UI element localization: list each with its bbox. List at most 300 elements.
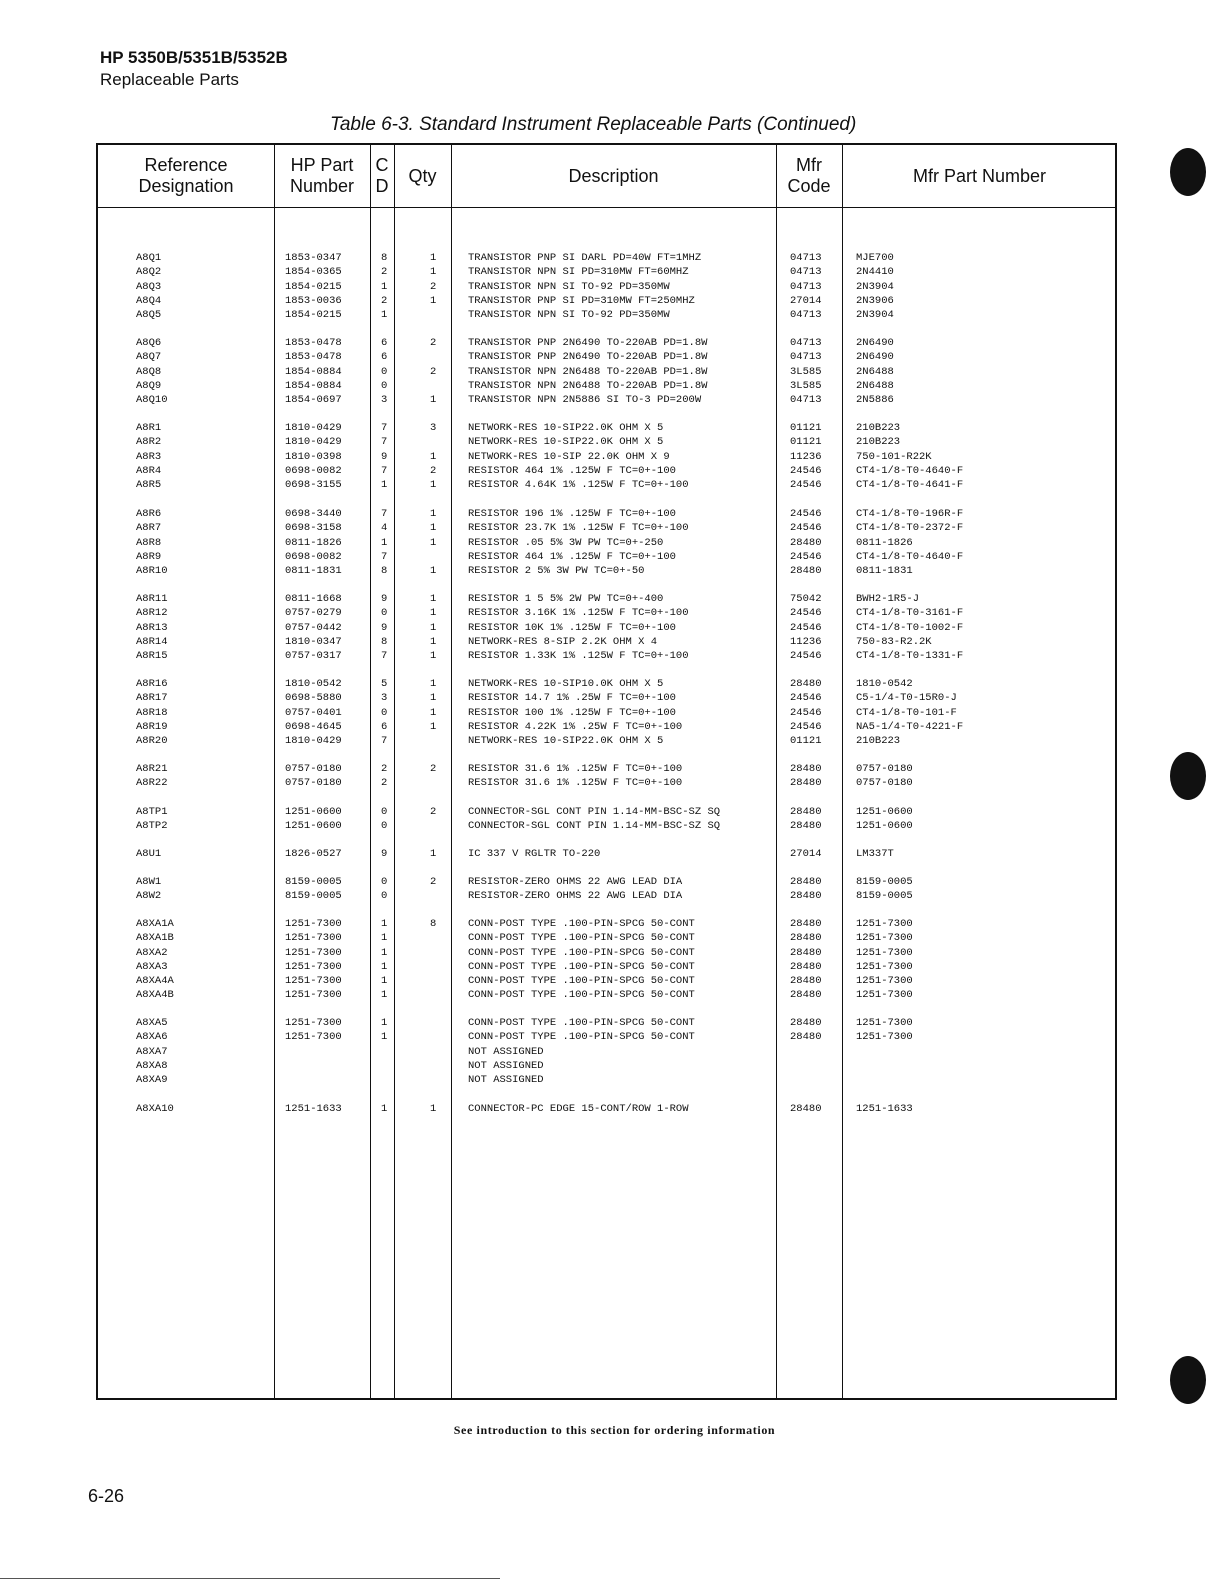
mfr-code: 04713: [790, 252, 822, 264]
hp-part-number: 1854-0884: [285, 365, 342, 378]
cd-digit: 1: [381, 479, 388, 492]
table-row: [98, 421, 1115, 435]
table-row: [98, 1073, 1115, 1087]
hp-part-number: 1854-0884: [285, 379, 342, 392]
table-row: [98, 336, 1115, 350]
mfr-code: 28480: [790, 932, 822, 945]
qty: 1: [430, 650, 437, 663]
description: NOT ASSIGNED: [468, 1045, 544, 1058]
hp-part-number: 0757-0401: [285, 706, 342, 719]
cd-digit: 1: [381, 309, 388, 322]
ref-designation: A8TP1: [136, 806, 168, 818]
description: RESISTOR 3.16K 1% .125W F TC=0+-100: [468, 607, 689, 620]
mfr-code: 27014: [790, 848, 822, 860]
table-row: [98, 960, 1115, 974]
table-caption: Table 6-3. Standard Instrument Replaceable Parts (Continued): [330, 114, 857, 135]
mfr-code: 04713: [790, 309, 822, 322]
ref-designation: A8U1: [136, 848, 162, 860]
hp-part-number: 1810-0347: [285, 635, 342, 648]
mfr-code: 11236: [790, 450, 822, 463]
mfr-part-number: 750-101-R22K: [856, 450, 932, 463]
table-row: [98, 762, 1115, 776]
hp-part-number: 0757-0317: [285, 650, 342, 663]
mfr-code: 04713: [790, 337, 822, 349]
cd-digit: 7: [381, 650, 388, 663]
hp-part-number: 0757-0180: [285, 763, 342, 775]
description: TRANSISTOR PNP 2N6490 TO-220AB PD=1.8W: [468, 351, 708, 364]
table-row: [98, 294, 1115, 308]
ref-designation: A8R6: [136, 508, 162, 520]
hp-part-number: 1854-0365: [285, 266, 342, 279]
ref-designation: A8R4: [136, 464, 162, 477]
description: CONN-POST TYPE .100-PIN-SPCG 50-CONT: [468, 1017, 695, 1029]
description: TRANSISTOR PNP SI DARL PD=40W FT=1MHZ: [468, 252, 702, 264]
row-group: [98, 917, 1115, 1003]
description: RESISTOR 4.22K 1% .25W F TC=0+-100: [468, 720, 683, 733]
qty: 3: [430, 422, 437, 434]
row-group: [98, 875, 1115, 904]
qty: 1: [430, 678, 437, 690]
mfr-code: 28480: [790, 1103, 822, 1115]
mfr-code: 27014: [790, 294, 822, 307]
mfr-code: 11236: [790, 635, 822, 648]
qty: 1: [430, 607, 437, 620]
table-row: [98, 464, 1115, 478]
mfr-part-number: 2N3904: [856, 309, 894, 322]
table-row: [98, 946, 1115, 960]
cd-digit: 0: [381, 890, 388, 903]
mfr-part-number: 1251-7300: [856, 932, 913, 945]
table-row: [98, 564, 1115, 578]
qty: 2: [430, 464, 437, 477]
qty: 1: [430, 848, 437, 860]
hp-part-number: 0757-0279: [285, 607, 342, 620]
ref-designation: A8TP2: [136, 820, 168, 833]
mfr-code: 28480: [790, 960, 822, 973]
hp-part-number: 8159-0005: [285, 876, 342, 888]
qty: 2: [430, 280, 437, 293]
hp-part-number: 1853-0036: [285, 294, 342, 307]
description: RESISTOR 196 1% .125W F TC=0+-100: [468, 508, 676, 520]
ref-designation: A8W2: [136, 890, 162, 903]
hp-part-number: 1853-0347: [285, 252, 342, 264]
table-row: [98, 974, 1115, 988]
ref-designation: A8Q6: [136, 337, 162, 349]
ref-designation: A8R5: [136, 479, 162, 492]
header-mfr-code: Mfr Code: [787, 155, 831, 196]
description: CONN-POST TYPE .100-PIN-SPCG 50-CONT: [468, 1031, 695, 1044]
mfr-part-number: 1251-7300: [856, 989, 913, 1002]
table-row: [98, 691, 1115, 705]
ref-designation: A8XA4B: [136, 989, 174, 1002]
parts-table: [96, 143, 1117, 1400]
cd-digit: 7: [381, 550, 388, 563]
description: NETWORK-RES 10-SIP22.0K OHM X 5: [468, 436, 664, 449]
hp-part-number: 0757-0442: [285, 621, 342, 634]
qty: 1: [430, 706, 437, 719]
ref-designation: A8XA2: [136, 946, 168, 959]
mfr-part-number: 2N3904: [856, 280, 894, 293]
hp-part-number: 1251-1633: [285, 1103, 342, 1115]
mfr-part-number: CT4-1/8-T0-101-F: [856, 706, 957, 719]
cd-digit: 6: [381, 720, 388, 733]
header-hp-part-number: HP Part Number: [289, 155, 355, 196]
ref-designation: A8R15: [136, 650, 168, 663]
hp-part-number: 1251-7300: [285, 975, 342, 988]
cd-digit: 1: [381, 960, 388, 973]
ref-designation: A8XA8: [136, 1059, 168, 1072]
description: RESISTOR 23.7K 1% .125W F TC=0+-100: [468, 522, 689, 535]
qty: 1: [430, 565, 437, 578]
cd-digit: 1: [381, 918, 388, 930]
description: TRANSISTOR NPN 2N6488 TO-220AB PD=1.8W: [468, 365, 708, 378]
qty: 1: [430, 508, 437, 520]
mfr-part-number: 1251-1633: [856, 1103, 913, 1115]
table-row: [98, 606, 1115, 620]
description: RESISTOR-ZERO OHMS 22 AWG LEAD DIA: [468, 876, 683, 888]
cd-digit: 8: [381, 635, 388, 648]
hp-part-number: 1251-7300: [285, 1031, 342, 1044]
description: CONNECTOR-SGL CONT PIN 1.14-MM-BSC-SZ SQ: [468, 806, 721, 818]
ref-designation: A8Q9: [136, 379, 162, 392]
mfr-part-number: BWH2-1R5-J: [856, 593, 920, 605]
ordering-note: See introduction to this section for ordering information: [453, 1423, 776, 1437]
ref-designation: A8W1: [136, 876, 162, 888]
qty: 8: [430, 918, 437, 930]
header-description: Description: [568, 165, 659, 186]
hp-part-number: 0698-3155: [285, 479, 342, 492]
description: CONN-POST TYPE .100-PIN-SPCG 50-CONT: [468, 918, 695, 930]
mfr-part-number: 2N5886: [856, 394, 894, 407]
cd-digit: 1: [381, 975, 388, 988]
cd-digit: 0: [381, 365, 388, 378]
mfr-code: 24546: [790, 464, 822, 477]
description: RESISTOR 464 1% .125W F TC=0+-100: [468, 550, 676, 563]
row-group: [98, 762, 1115, 791]
mfr-code: 04713: [790, 280, 822, 293]
mfr-part-number: 2N6490: [856, 337, 894, 349]
mfr-code: 01121: [790, 436, 822, 449]
description: CONNECTOR-PC EDGE 15-CONT/ROW 1-ROW: [468, 1103, 689, 1115]
table-row: [98, 1102, 1115, 1116]
row-group: [98, 677, 1115, 748]
table-row: [98, 536, 1115, 550]
ref-designation: A8XA7: [136, 1045, 168, 1058]
description: CONN-POST TYPE .100-PIN-SPCG 50-CONT: [468, 932, 695, 945]
cd-digit: 4: [381, 522, 388, 535]
table-row: [98, 393, 1115, 407]
mfr-part-number: 1251-7300: [856, 1017, 913, 1029]
mfr-part-number: 2N3906: [856, 294, 894, 307]
ref-designation: A8R16: [136, 678, 168, 690]
mfr-part-number: 0757-0180: [856, 777, 913, 790]
description: RESISTOR 464 1% .125W F TC=0+-100: [468, 464, 676, 477]
mfr-code: 24546: [790, 692, 822, 705]
description: NETWORK-RES 10-SIP22.0K OHM X 5: [468, 735, 664, 748]
qty: 1: [430, 720, 437, 733]
hp-part-number: 0698-3158: [285, 522, 342, 535]
mfr-part-number: CT4-1/8-T0-3161-F: [856, 607, 964, 620]
cd-digit: 7: [381, 422, 388, 434]
hp-part-number: 1251-0600: [285, 806, 342, 818]
hp-part-number: 1251-7300: [285, 918, 342, 930]
ref-designation: A8R8: [136, 536, 162, 549]
mfr-part-number: 2N6490: [856, 351, 894, 364]
table-row: [98, 1059, 1115, 1073]
ref-designation: A8XA1A: [136, 918, 174, 930]
mfr-part-number: 1251-7300: [856, 960, 913, 973]
mfr-code: 28480: [790, 777, 822, 790]
table-row: [98, 1016, 1115, 1030]
mfr-code: 28480: [790, 820, 822, 833]
cd-digit: 7: [381, 735, 388, 748]
mfr-code: 28480: [790, 876, 822, 888]
qty: 2: [430, 365, 437, 378]
qty: 1: [430, 635, 437, 648]
description: RESISTOR 31.6 1% .125W F TC=0+-100: [468, 777, 683, 790]
mfr-code: 24546: [790, 650, 822, 663]
table-row: [98, 875, 1115, 889]
ref-designation: A8XA4A: [136, 975, 174, 988]
ref-designation: A8R17: [136, 692, 168, 705]
cd-digit: 1: [381, 280, 388, 293]
qty: 1: [430, 621, 437, 634]
table-row: [98, 478, 1115, 492]
table-row: [98, 805, 1115, 819]
mfr-part-number: CT4-1/8-T0-1002-F: [856, 621, 964, 634]
description: TRANSISTOR NPN SI TO-92 PD=350MW: [468, 309, 670, 322]
mfr-part-number: 1251-7300: [856, 1031, 913, 1044]
description: TRANSISTOR PNP SI PD=310MW FT=250MHZ: [468, 294, 695, 307]
hp-part-number: 0698-0082: [285, 464, 342, 477]
description: IC 337 V RGLTR TO-220: [468, 848, 601, 860]
header-divider: [98, 207, 1115, 208]
hp-part-number: 1810-0398: [285, 450, 342, 463]
hp-part-number: 0757-0180: [285, 777, 342, 790]
hp-part-number: 8159-0005: [285, 890, 342, 903]
hp-part-number: 1853-0478: [285, 351, 342, 364]
description: NETWORK-RES 10-SIP 22.0K OHM X 9: [468, 450, 670, 463]
ref-designation: A8R2: [136, 436, 162, 449]
table-row: [98, 1045, 1115, 1059]
table-row: [98, 379, 1115, 393]
table-row: [98, 365, 1115, 379]
table-row: [98, 450, 1115, 464]
table-row: [98, 734, 1115, 748]
mfr-code: 28480: [790, 565, 822, 578]
mfr-part-number: 750-83-R2.2K: [856, 635, 932, 648]
mfr-code: 24546: [790, 479, 822, 492]
mfr-code: 04713: [790, 351, 822, 364]
binder-hole-middle: [1170, 752, 1206, 800]
mfr-part-number: 8159-0005: [856, 876, 913, 888]
mfr-part-number: CT4-1/8-T0-4641-F: [856, 479, 964, 492]
table-row: [98, 720, 1115, 734]
mfr-code: 28480: [790, 763, 822, 775]
cd-digit: 1: [381, 946, 388, 959]
ref-designation: A8R1: [136, 422, 162, 434]
mfr-part-number: 2N4410: [856, 266, 894, 279]
cd-digit: 0: [381, 876, 388, 888]
description: TRANSISTOR NPN SI TO-92 PD=350MW: [468, 280, 670, 293]
ref-designation: A8R7: [136, 522, 162, 535]
qty: 1: [430, 294, 437, 307]
mfr-part-number: 1251-0600: [856, 820, 913, 833]
row-group: [98, 251, 1115, 322]
mfr-part-number: 8159-0005: [856, 890, 913, 903]
cd-digit: 0: [381, 820, 388, 833]
mfr-code: 75042: [790, 593, 822, 605]
mfr-code: 24546: [790, 508, 822, 520]
binder-hole-bottom: [1170, 1356, 1206, 1404]
hp-part-number: 1826-0527: [285, 848, 342, 860]
cd-digit: 2: [381, 763, 388, 775]
ref-designation: A8Q7: [136, 351, 162, 364]
hp-part-number: 1251-7300: [285, 989, 342, 1002]
table-row: [98, 706, 1115, 720]
table-row: [98, 931, 1115, 945]
description: RESISTOR 31.6 1% .125W F TC=0+-100: [468, 763, 683, 775]
qty: 2: [430, 876, 437, 888]
table-row: [98, 635, 1115, 649]
table-row: [98, 621, 1115, 635]
qty: 2: [430, 337, 437, 349]
description: RESISTOR 10K 1% .125W F TC=0+-100: [468, 621, 676, 634]
mfr-part-number: CT4-1/8-T0-1331-F: [856, 650, 964, 663]
mfr-part-number: NA5-1/4-T0-4221-F: [856, 720, 964, 733]
cd-digit: 8: [381, 565, 388, 578]
cd-digit: 9: [381, 450, 388, 463]
mfr-part-number: 1251-0600: [856, 806, 913, 818]
cd-digit: 0: [381, 607, 388, 620]
qty: 1: [430, 522, 437, 535]
table-row: [98, 1030, 1115, 1044]
ref-designation: A8R21: [136, 763, 168, 775]
ref-designation: A8Q5: [136, 309, 162, 322]
cd-digit: 3: [381, 394, 388, 407]
ref-designation: A8Q10: [136, 394, 168, 407]
ref-designation: A8Q2: [136, 266, 162, 279]
description: RESISTOR 2 5% 3W PW TC=0+-50: [468, 565, 645, 578]
mfr-part-number: 0811-1831: [856, 565, 913, 578]
hp-part-number: 1810-0429: [285, 422, 342, 434]
mfr-code: 28480: [790, 975, 822, 988]
ref-designation: A8Q1: [136, 252, 162, 264]
hp-part-number: 1854-0215: [285, 309, 342, 322]
mfr-part-number: CT4-1/8-T0-4640-F: [856, 464, 964, 477]
cd-digit: 1: [381, 989, 388, 1002]
cd-digit: 1: [381, 536, 388, 549]
description: TRANSISTOR PNP 2N6490 TO-220AB PD=1.8W: [468, 337, 708, 349]
cd-digit: 2: [381, 777, 388, 790]
hp-part-number: 1251-7300: [285, 1017, 342, 1029]
ref-designation: A8R3: [136, 450, 162, 463]
description: RESISTOR 4.64K 1% .125W F TC=0+-100: [468, 479, 689, 492]
ref-designation: A8R13: [136, 621, 168, 634]
description: CONNECTOR-SGL CONT PIN 1.14-MM-BSC-SZ SQ: [468, 820, 721, 833]
ref-designation: A8Q8: [136, 365, 162, 378]
cd-digit: 1: [381, 1103, 388, 1115]
qty: 1: [430, 1103, 437, 1115]
mfr-part-number: 2N6488: [856, 365, 894, 378]
row-group: [98, 592, 1115, 663]
description: NETWORK-RES 10-SIP10.0K OHM X 5: [468, 678, 664, 690]
mfr-code: 28480: [790, 1031, 822, 1044]
mfr-part-number: 210B223: [856, 735, 901, 748]
cd-digit: 9: [381, 593, 388, 605]
mfr-part-number: 1251-7300: [856, 975, 913, 988]
ref-designation: A8R14: [136, 635, 168, 648]
description: RESISTOR .05 5% 3W PW TC=0+-250: [468, 536, 664, 549]
cd-digit: 7: [381, 436, 388, 449]
cd-digit: 1: [381, 1017, 388, 1029]
description: NETWORK-RES 10-SIP22.0K OHM X 5: [468, 422, 664, 434]
qty: 1: [430, 692, 437, 705]
cd-digit: 9: [381, 848, 388, 860]
mfr-code: 28480: [790, 806, 822, 818]
qty: 1: [430, 536, 437, 549]
hp-part-number: 1853-0478: [285, 337, 342, 349]
cd-digit: 7: [381, 464, 388, 477]
mfr-code: 01121: [790, 735, 822, 748]
mfr-part-number: CT4-1/8-T0-196R-F: [856, 508, 964, 520]
cd-digit: 8: [381, 252, 388, 264]
hp-part-number: 1854-0697: [285, 394, 342, 407]
hp-part-number: 1251-7300: [285, 960, 342, 973]
table-row: [98, 550, 1115, 564]
ref-designation: A8R9: [136, 550, 162, 563]
row-group: [98, 1016, 1115, 1087]
cd-digit: 1: [381, 932, 388, 945]
binder-hole-top: [1170, 148, 1206, 196]
row-group: [98, 1102, 1115, 1116]
table-row: [98, 819, 1115, 833]
table-row: [98, 889, 1115, 903]
header-cd: C D: [375, 155, 389, 196]
mfr-part-number: 0811-1826: [856, 536, 913, 549]
section-title: Replaceable Parts: [100, 70, 239, 89]
ref-designation: A8XA3: [136, 960, 168, 973]
mfr-code: 24546: [790, 720, 822, 733]
header-reference-designation: Reference Designation: [138, 155, 234, 196]
description: RESISTOR 14.7 1% .25W F TC=0+-100: [468, 692, 676, 705]
qty: 1: [430, 394, 437, 407]
table-row: [98, 917, 1115, 931]
description: CONN-POST TYPE .100-PIN-SPCG 50-CONT: [468, 975, 695, 988]
row-group: [98, 336, 1115, 407]
cd-digit: 5: [381, 678, 388, 690]
row-group: [98, 421, 1115, 492]
hp-part-number: 0698-5880: [285, 692, 342, 705]
hp-part-number: 1854-0215: [285, 280, 342, 293]
ref-designation: A8R11: [136, 593, 168, 605]
description: TRANSISTOR NPN 2N5886 SI TO-3 PD=200W: [468, 394, 702, 407]
mfr-code: 28480: [790, 946, 822, 959]
mfr-code: 24546: [790, 550, 822, 563]
description: RESISTOR 1.33K 1% .125W F TC=0+-100: [468, 650, 689, 663]
description: RESISTOR 100 1% .125W F TC=0+-100: [468, 706, 676, 719]
table-row: [98, 280, 1115, 294]
hp-part-number: 1251-0600: [285, 820, 342, 833]
mfr-code: 28480: [790, 918, 822, 930]
table-row: [98, 435, 1115, 449]
description: CONN-POST TYPE .100-PIN-SPCG 50-CONT: [468, 989, 695, 1002]
table-row: [98, 649, 1115, 663]
cd-digit: 7: [381, 508, 388, 520]
table-row: [98, 592, 1115, 606]
hp-part-number: 0698-4645: [285, 720, 342, 733]
ref-designation: A8Q4: [136, 294, 162, 307]
